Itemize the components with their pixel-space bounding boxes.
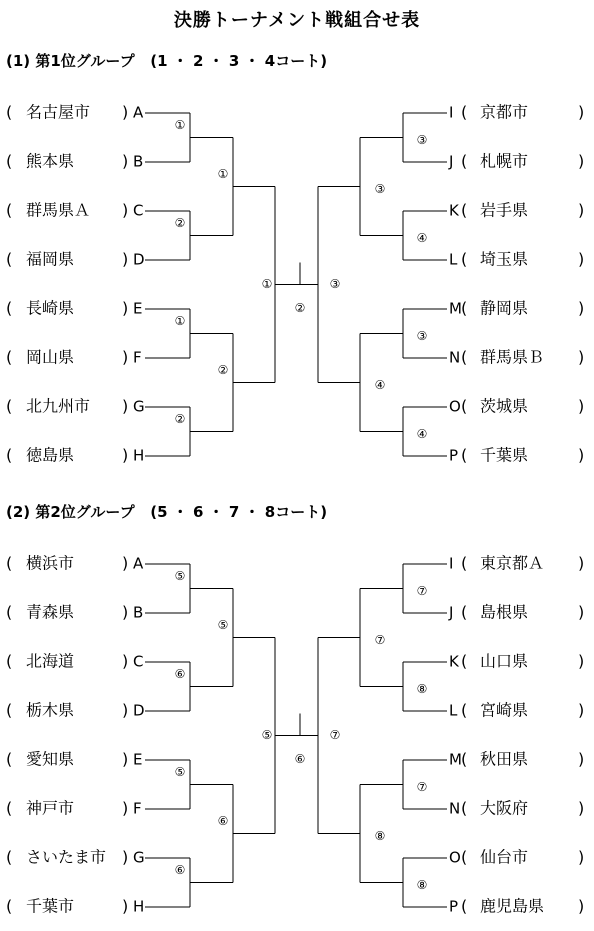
team-name-right: 静岡県 — [480, 298, 529, 318]
paren-close: ) — [578, 651, 585, 671]
paren-close: ) — [578, 749, 585, 769]
paren-open: ( — [461, 298, 468, 318]
paren-open: ( — [6, 553, 13, 573]
paren-close: ) — [122, 798, 129, 818]
court-mark: ⑤ — [174, 569, 186, 583]
court-mark: ⑥ — [217, 814, 229, 828]
paren-open: ( — [6, 445, 13, 465]
paren-close: ) — [578, 798, 585, 818]
slot-letter-left: B — [133, 152, 144, 171]
slot-letter-left: B — [133, 603, 144, 622]
court-mark: ⑥ — [174, 863, 186, 877]
slot-letter-right: J — [449, 152, 454, 171]
court-mark: ⑤ — [174, 765, 186, 779]
group-label: (1) 第1位グループ — [6, 52, 135, 70]
slot-letter-right: I — [449, 103, 454, 122]
slot-letter-right: K — [449, 201, 459, 220]
court-mark: ④ — [416, 231, 428, 245]
team-name-right: 東京都Ａ — [480, 553, 545, 573]
paren-open: ( — [6, 651, 13, 671]
paren-open: ( — [461, 651, 468, 671]
slot-letter-left: A — [133, 103, 144, 122]
paren-close: ) — [122, 200, 129, 220]
court-mark: ② — [174, 216, 186, 230]
team-name-left: 栃木県 — [26, 700, 75, 720]
paren-open: ( — [461, 200, 468, 220]
team-name-left: 青森県 — [26, 602, 75, 622]
paren-open: ( — [6, 749, 13, 769]
paren-open: ( — [461, 700, 468, 720]
team-name-right: 埼玉県 — [480, 249, 529, 269]
paren-close: ) — [122, 249, 129, 269]
paren-close: ) — [122, 847, 129, 867]
slot-letter-right: M — [449, 750, 462, 769]
slot-letter-left: C — [133, 652, 144, 671]
slot-letter-left: H — [133, 446, 145, 465]
court-mark: ③ — [416, 329, 428, 343]
court-mark: ⑦ — [329, 728, 341, 742]
team-name-left: 愛知県 — [26, 749, 75, 769]
slot-letter-left: F — [133, 799, 142, 818]
slot-letter-left: A — [133, 554, 144, 573]
court-mark: ⑧ — [416, 682, 428, 696]
paren-close: ) — [122, 651, 129, 671]
paren-close: ) — [578, 847, 585, 867]
court-mark: ⑧ — [374, 829, 386, 843]
slot-letter-left: E — [133, 750, 143, 769]
team-name-right: 千葉県 — [480, 445, 529, 465]
paren-close: ) — [578, 396, 585, 416]
court-mark: ⑧ — [416, 878, 428, 892]
slot-letter-right: M — [449, 299, 462, 318]
paren-open: ( — [6, 602, 13, 622]
paren-open: ( — [6, 151, 13, 171]
slot-letter-right: N — [449, 348, 461, 367]
paren-open: ( — [461, 553, 468, 573]
paren-open: ( — [461, 896, 468, 916]
paren-close: ) — [122, 298, 129, 318]
team-name-right: 山口県 — [480, 651, 529, 671]
court-list: (5 ・ 6 ・ 7 ・ 8コート) — [150, 503, 328, 521]
paren-open: ( — [461, 445, 468, 465]
paren-open: ( — [6, 798, 13, 818]
paren-close: ) — [578, 347, 585, 367]
slot-letter-right: K — [449, 652, 459, 671]
team-name-left: 福岡県 — [26, 249, 75, 269]
paren-close: ) — [122, 602, 129, 622]
paren-close: ) — [578, 445, 585, 465]
team-name-right: 岩手県 — [480, 200, 529, 220]
paren-open: ( — [461, 602, 468, 622]
paren-close: ) — [578, 249, 585, 269]
paren-open: ( — [6, 298, 13, 318]
slot-letter-right: O — [449, 848, 461, 867]
team-name-left: さいたま市 — [26, 847, 107, 867]
team-name-right: 仙台市 — [480, 847, 529, 867]
page-title: 決勝トーナメント戦組合せ表 — [173, 10, 421, 31]
court-mark: ③ — [416, 133, 428, 147]
team-name-left: 神戸市 — [26, 798, 75, 818]
paren-open: ( — [6, 249, 13, 269]
court-mark: ② — [217, 363, 229, 377]
paren-close: ) — [122, 445, 129, 465]
court-mark: ① — [174, 314, 186, 328]
slot-letter-right: P — [449, 897, 459, 916]
paren-close: ) — [578, 102, 585, 122]
paren-close: ) — [122, 749, 129, 769]
paren-close: ) — [122, 102, 129, 122]
court-mark: ① — [217, 167, 229, 181]
paren-close: ) — [122, 700, 129, 720]
slot-letter-right: L — [449, 701, 458, 720]
court-mark: ④ — [374, 378, 386, 392]
slot-letter-left: G — [133, 397, 145, 416]
paren-close: ) — [578, 298, 585, 318]
paren-open: ( — [6, 347, 13, 367]
paren-close: ) — [578, 200, 585, 220]
team-name-left: 横浜市 — [26, 553, 75, 573]
court-mark: ⑥ — [174, 667, 186, 681]
paren-open: ( — [6, 896, 13, 916]
paren-close: ) — [122, 553, 129, 573]
court-mark: ① — [174, 118, 186, 132]
court-mark: ② — [174, 412, 186, 426]
slot-letter-left: H — [133, 897, 145, 916]
slot-letter-left: F — [133, 348, 142, 367]
team-name-right: 島根県 — [480, 602, 529, 622]
paren-open: ( — [461, 396, 468, 416]
slot-letter-left: G — [133, 848, 145, 867]
paren-close: ) — [122, 396, 129, 416]
team-name-right: 秋田県 — [480, 749, 529, 769]
paren-open: ( — [461, 347, 468, 367]
court-mark: ⑤ — [217, 618, 229, 632]
team-name-right: 京都市 — [480, 102, 529, 122]
paren-open: ( — [6, 102, 13, 122]
paren-close: ) — [578, 553, 585, 573]
court-mark-final: ② — [294, 301, 306, 315]
paren-open: ( — [6, 200, 13, 220]
team-name-left: 長崎県 — [26, 298, 75, 318]
paren-close: ) — [578, 700, 585, 720]
paren-open: ( — [461, 249, 468, 269]
team-name-right: 宮崎県 — [480, 700, 529, 720]
court-mark-final: ⑥ — [294, 752, 306, 766]
paren-open: ( — [461, 749, 468, 769]
court-mark: ③ — [329, 277, 341, 291]
team-name-left: 岡山県 — [26, 347, 75, 367]
paren-close: ) — [122, 347, 129, 367]
paren-close: ) — [122, 896, 129, 916]
team-name-right: 群馬県Ｂ — [480, 347, 545, 367]
paren-close: ) — [578, 602, 585, 622]
team-name-left: 熊本県 — [26, 151, 75, 171]
paren-open: ( — [6, 396, 13, 416]
slot-letter-right: O — [449, 397, 461, 416]
court-mark: ③ — [374, 182, 386, 196]
slot-letter-left: D — [133, 701, 145, 720]
paren-open: ( — [461, 798, 468, 818]
paren-close: ) — [578, 151, 585, 171]
slot-letter-right: P — [449, 446, 459, 465]
court-mark: ① — [261, 277, 273, 291]
court-mark: ⑦ — [374, 633, 386, 647]
slot-letter-left: D — [133, 250, 145, 269]
slot-letter-right: L — [449, 250, 458, 269]
court-list: (1 ・ 2 ・ 3 ・ 4コート) — [150, 52, 328, 70]
team-name-right: 鹿児島県 — [480, 896, 545, 916]
court-mark: ⑦ — [416, 780, 428, 794]
team-name-left: 名古屋市 — [26, 102, 91, 122]
team-name-left: 北九州市 — [26, 396, 91, 416]
slot-letter-left: C — [133, 201, 144, 220]
team-name-left: 北海道 — [26, 651, 75, 671]
paren-open: ( — [6, 847, 13, 867]
court-mark: ⑤ — [261, 728, 273, 742]
paren-open: ( — [461, 151, 468, 171]
court-mark: ⑦ — [416, 584, 428, 598]
paren-close: ) — [578, 896, 585, 916]
court-mark: ④ — [416, 427, 428, 441]
slot-letter-right: J — [449, 603, 454, 622]
team-name-left: 群馬県Ａ — [26, 200, 91, 220]
paren-open: ( — [461, 102, 468, 122]
paren-close: ) — [122, 151, 129, 171]
team-name-right: 大阪府 — [480, 798, 529, 818]
paren-open: ( — [461, 847, 468, 867]
paren-open: ( — [6, 700, 13, 720]
group-label: (2) 第2位グループ — [6, 503, 135, 521]
team-name-left: 徳島県 — [26, 445, 75, 465]
team-name-left: 千葉市 — [26, 896, 75, 916]
team-name-right: 札幌市 — [480, 151, 529, 171]
slot-letter-left: E — [133, 299, 143, 318]
team-name-right: 茨城県 — [480, 396, 529, 416]
slot-letter-right: I — [449, 554, 454, 573]
slot-letter-right: N — [449, 799, 461, 818]
